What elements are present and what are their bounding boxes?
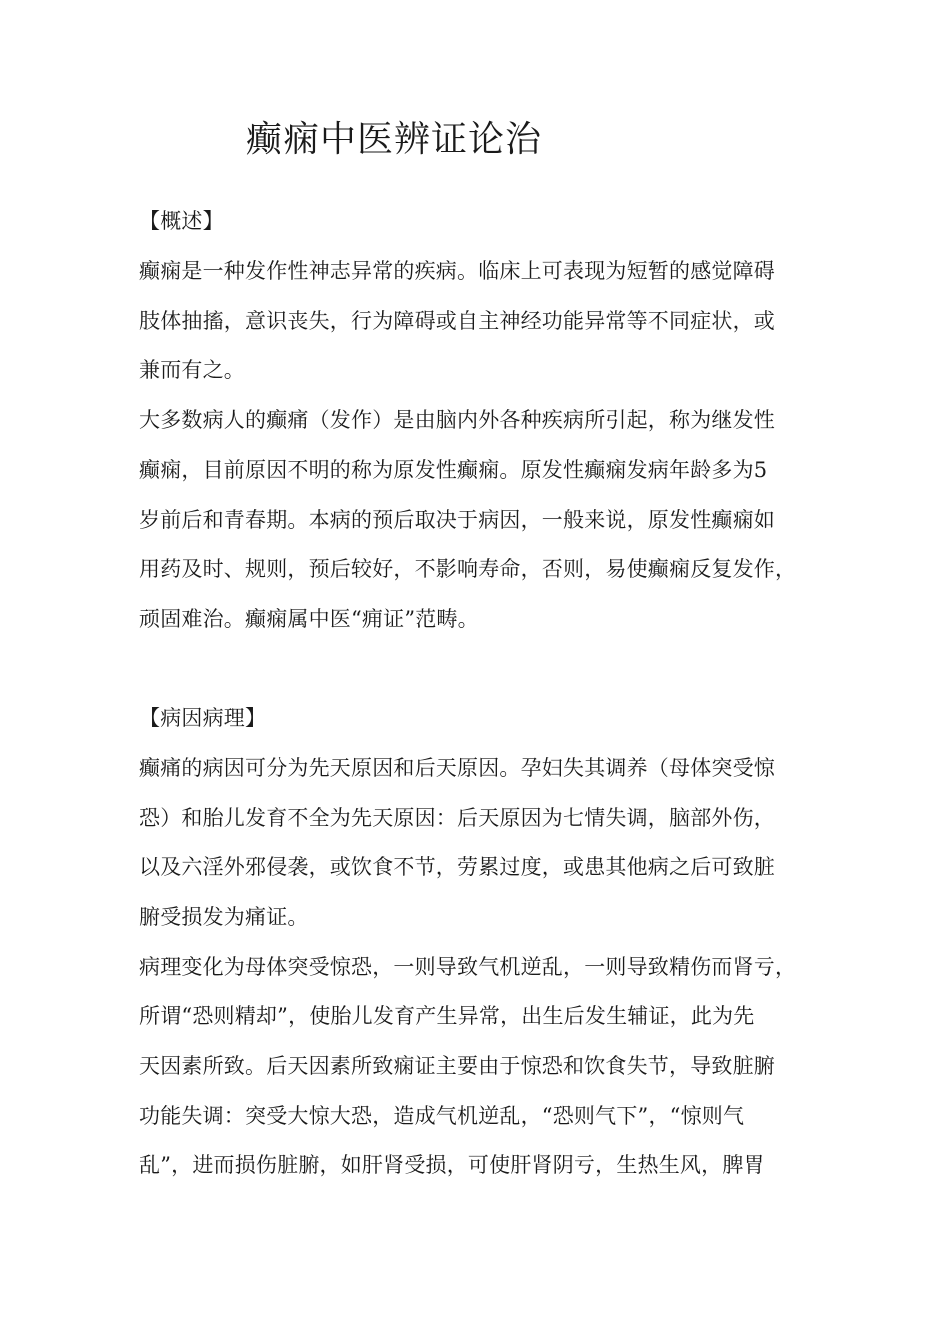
paragraph-line: 腑受损发为痛证。 — [139, 905, 309, 929]
paragraph-line: 岁前后和青春期。本病的预后取决于病因，一般来说，原发性癫痫如 — [139, 508, 775, 532]
paragraph-line: 功能失调：突受大惊大恐，造成气机逆乱，“恐则气下”，“惊则气 — [139, 1104, 745, 1128]
paragraph-line: 用药及时、规则，预后较好，不影响寿命，否则，易使癫痫反复发作， — [139, 557, 797, 581]
section-heading-etiology: 【病因病理】 — [139, 706, 267, 730]
section-heading-overview: 【概述】 — [139, 209, 224, 233]
paragraph-line: 癫痛的病因可分为先天原因和后天原因。孕妇失其调养（母体突受惊 — [139, 756, 775, 780]
paragraph-line: 癫痫，目前原因不明的称为原发性癫痫。原发性癫痫发病年龄多为5 — [139, 458, 768, 482]
paragraph-line: 大多数病人的癫痛（发作）是由脑内外各种疾病所引起，称为继发性 — [139, 408, 775, 432]
page-title: 癫痫中医辨证论治 — [246, 119, 543, 160]
paragraph-line: 恐）和胎儿发育不全为先天原因：后天原因为七情失调，脑部外伤， — [139, 806, 775, 830]
paragraph-line: 以及六淫外邪侵袭，或饮食不节，劳累过度，或患其他病之后可致脏 — [139, 855, 775, 879]
paragraph-line: 肢体抽搐，意识丧失，行为障碍或自主神经功能异常等不同症状，或 — [139, 309, 775, 333]
paragraph-line: 乱”，进而损伤脏腑，如肝肾受损，可使肝肾阴亏，生热生风，脾胃 — [139, 1153, 765, 1177]
paragraph-line: 天因素所致。后天因素所致痫证主要由于惊恐和饮食失节，导致脏腑 — [139, 1054, 775, 1078]
paragraph-line: 癫痫是一种发作性神志异常的疾病。临床上可表现为短暂的感觉障碍 — [139, 259, 775, 283]
paragraph-line: 病理变化为母体突受惊恐，一则导致气机逆乱，一则导致精伤而肾亏， — [139, 955, 797, 979]
paragraph-line: 顽固难治。癫痫属中医“痈证”范畴。 — [139, 607, 479, 631]
paragraph-line: 兼而有之。 — [139, 358, 245, 382]
paragraph-line: 所谓“恐则精却”，使胎儿发育产生异常，出生后发生辅证，此为先 — [139, 1004, 755, 1028]
